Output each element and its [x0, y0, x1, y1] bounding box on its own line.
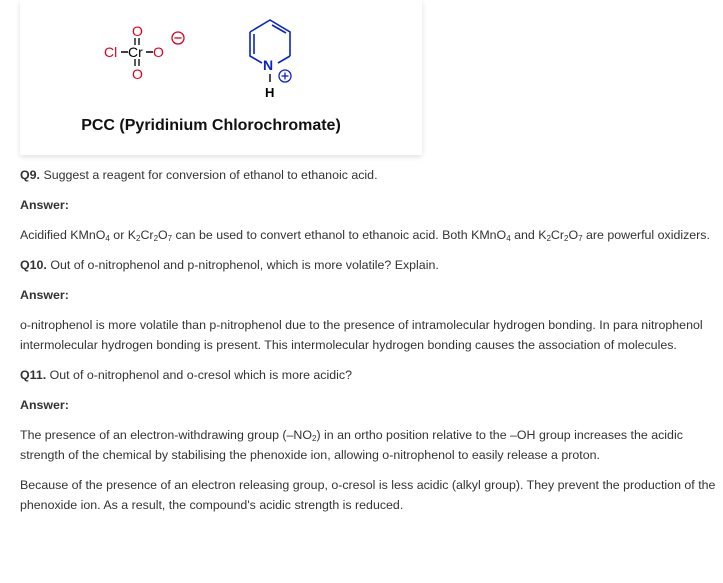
subscript: 4 — [506, 234, 511, 243]
question-text: Out of o-nitrophenol and p-nitrophenol, which is more volatile? Explain. — [50, 258, 439, 272]
answer-label: Answer: — [20, 198, 69, 212]
answer-text: O — [158, 228, 168, 242]
n-label: N — [263, 57, 274, 73]
question-text: Out of o-nitrophenol and o-cresol which is more acidic? — [49, 368, 352, 382]
cr-label: Cr — [128, 44, 143, 60]
question-q11 — [20, 365, 716, 385]
answer-text: and K — [510, 228, 547, 242]
answer-label: Answer: — [20, 398, 69, 412]
qa-content — [20, 165, 716, 525]
question-number: Q11. — [20, 368, 47, 382]
subscript: 2 — [136, 234, 141, 243]
answer-text: can be used to convert ethanol to ethanoic acid. Both KMnO — [172, 228, 507, 242]
subscript: 7 — [167, 234, 173, 243]
answer-text: or K — [109, 228, 137, 242]
answer-text: Cr — [550, 228, 564, 242]
answer-text: The presence of an electron-withdrawing group (–NO — [20, 428, 313, 442]
answer-q9 — [20, 225, 716, 245]
answer-text: are powerful oxidizers. — [582, 228, 710, 242]
subscript: 2 — [564, 234, 569, 243]
question-q10 — [20, 255, 716, 275]
question-number: Q9. — [20, 168, 40, 182]
o-right-label: O — [153, 44, 164, 60]
subscript: 7 — [578, 234, 583, 243]
pcc-structure-diagram — [20, 0, 422, 115]
answer-text: Cr — [140, 228, 154, 242]
pcc-figure — [20, 0, 422, 155]
answer-text: O — [568, 228, 579, 242]
figure-caption: PCC (Pyridinium Chlorochromate) — [81, 117, 341, 134]
subscript: 2 — [312, 434, 317, 443]
o-bottom-label: O — [132, 66, 143, 82]
question-text: Suggest a reagent for conversion of ethanol to ethanoic acid. — [43, 168, 378, 182]
subscript: 2 — [546, 234, 551, 243]
h-label: H — [265, 85, 275, 100]
question-number: Q10. — [20, 258, 47, 272]
o-top-label: O — [132, 23, 143, 39]
answer-text: ) in an ortho position relative to the –OH group increases the acidic strength of the chemical by stabilising the phenoxide ion, allowing o-nitrophenol to easily release a proton. — [20, 428, 683, 462]
answer-q11-paragraph-2: Because of the presence of an electron releasing group, o-cresol is less acidic (alkyl group). They prevent the production of the phenoxide ion. As a result, the compound's acidic strength is reduced. — [20, 478, 716, 512]
cl-label: Cl — [104, 44, 118, 60]
answer-q11-paragraph-1 — [20, 425, 716, 465]
answer-text: Acidified KMnO — [20, 228, 106, 242]
question-q9 — [20, 165, 716, 185]
answer-q10: o-nitrophenol is more volatile than p-nitrophenol due to the presence of intramolecular hydrogen bonding. In para nitrophenol intermolecular hydrogen bonding is present. This intermolecular hydrogen bonding causes the association of molecules. — [20, 318, 703, 352]
answer-label: Answer: — [20, 288, 69, 302]
subscript: 4 — [105, 234, 110, 243]
subscript: 2 — [153, 234, 159, 243]
